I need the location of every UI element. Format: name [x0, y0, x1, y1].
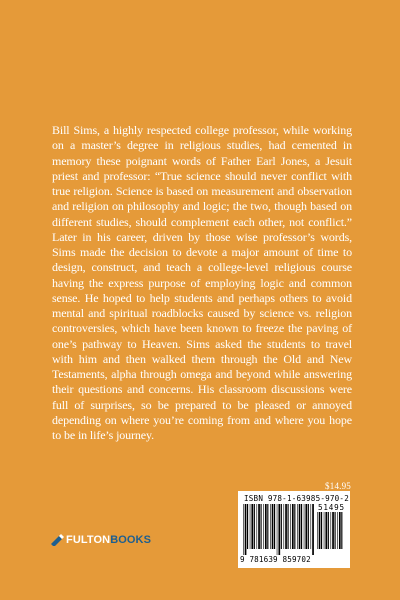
addon-digits: 51495	[318, 503, 345, 512]
barcode-bar	[281, 504, 282, 549]
publisher-name-fulton: FULTON	[66, 534, 111, 546]
barcode-bar	[278, 504, 280, 555]
barcode-bar	[250, 504, 251, 549]
ean-digits: 9 781639 859702	[240, 555, 311, 564]
barcode-bar	[332, 512, 334, 549]
price-label: $14.95	[325, 481, 351, 491]
barcode-bar	[258, 504, 260, 549]
pen-icon	[50, 534, 64, 546]
barcode-bar	[325, 512, 327, 549]
barcode-bar	[257, 504, 258, 549]
barcode-bar	[261, 504, 262, 549]
barcode-bar	[294, 504, 295, 549]
barcode-bar	[272, 504, 274, 549]
barcode-bar	[254, 504, 255, 549]
barcode-bar	[285, 504, 287, 549]
barcode-bar	[312, 504, 314, 555]
barcode-bar	[292, 504, 294, 549]
isbn-label: ISBN 978-1-63985-970-2	[244, 494, 349, 503]
barcode-bar	[277, 504, 278, 555]
barcode-bar	[263, 504, 264, 549]
barcode-bar	[284, 504, 285, 549]
barcode-bar	[267, 504, 268, 549]
barcode-bar	[324, 512, 325, 549]
barcode-bar	[321, 512, 322, 549]
barcode-bar	[297, 504, 298, 549]
barcode-bar	[290, 504, 291, 549]
barcode-bar	[331, 512, 332, 549]
publisher-name-books: BOOKS	[110, 534, 152, 546]
barcode-bar	[335, 512, 336, 549]
barcode-bar	[317, 512, 318, 549]
barcode-bar	[328, 512, 329, 549]
barcode-bar	[265, 504, 267, 549]
barcode-bar	[245, 504, 247, 555]
isbn-barcode	[238, 491, 350, 568]
barcode-bar	[341, 512, 342, 549]
ean-barcode-bars	[243, 504, 315, 555]
publisher-logo	[50, 534, 151, 546]
barcode-bar	[339, 512, 341, 549]
barcode-bar	[319, 512, 321, 549]
barcode-bar	[337, 512, 338, 549]
barcode-bar	[247, 504, 248, 549]
barcode-bar	[270, 504, 271, 549]
addon-barcode-bars	[317, 512, 345, 555]
barcode-bar	[311, 504, 312, 549]
barcode-bar	[243, 504, 244, 555]
barcode-bar	[301, 504, 302, 549]
barcode-bar	[288, 504, 289, 549]
barcode-bar	[274, 504, 275, 549]
barcode-bar	[308, 504, 309, 549]
barcode-bar	[251, 504, 253, 549]
barcode-bar	[305, 504, 307, 549]
barcode-bar	[304, 504, 305, 549]
barcode-bar	[299, 504, 301, 549]
blurb-text: Bill Sims, a highly respected college professor, while working on a master’s degree in religious studies, had cemented in memory these poignant words of Father Earl Jones, a Jesuit priest and professor: “True science should never conflict with true religion. Science is based on measurement and observation and religion on philosophy and logic; the two, though based on different studies, should complement each other, not conflict.” Later in his career, driven by those wise professor’s words, Sims made the decision to devote a major amount of time to design, construct, and teach a college-level religious course having the express purpose of employing logic and common sense. He hoped to help students and perhaps others to avoid mental and spiritual roadblocks caused by science vs. religion controversies, which have been known to freeze the paving of one’s pathway to Heaven. Sims asked the students to travel with him and then walked them through the Old and New Testaments, alpha through omega and beyond while answering their questions and concerns. His classroom discussions were full of surprises, so be prepared to be pleased or annoyed depending on where you’re coming from and where you hope to be in life’s journey.	[52, 123, 352, 442]
